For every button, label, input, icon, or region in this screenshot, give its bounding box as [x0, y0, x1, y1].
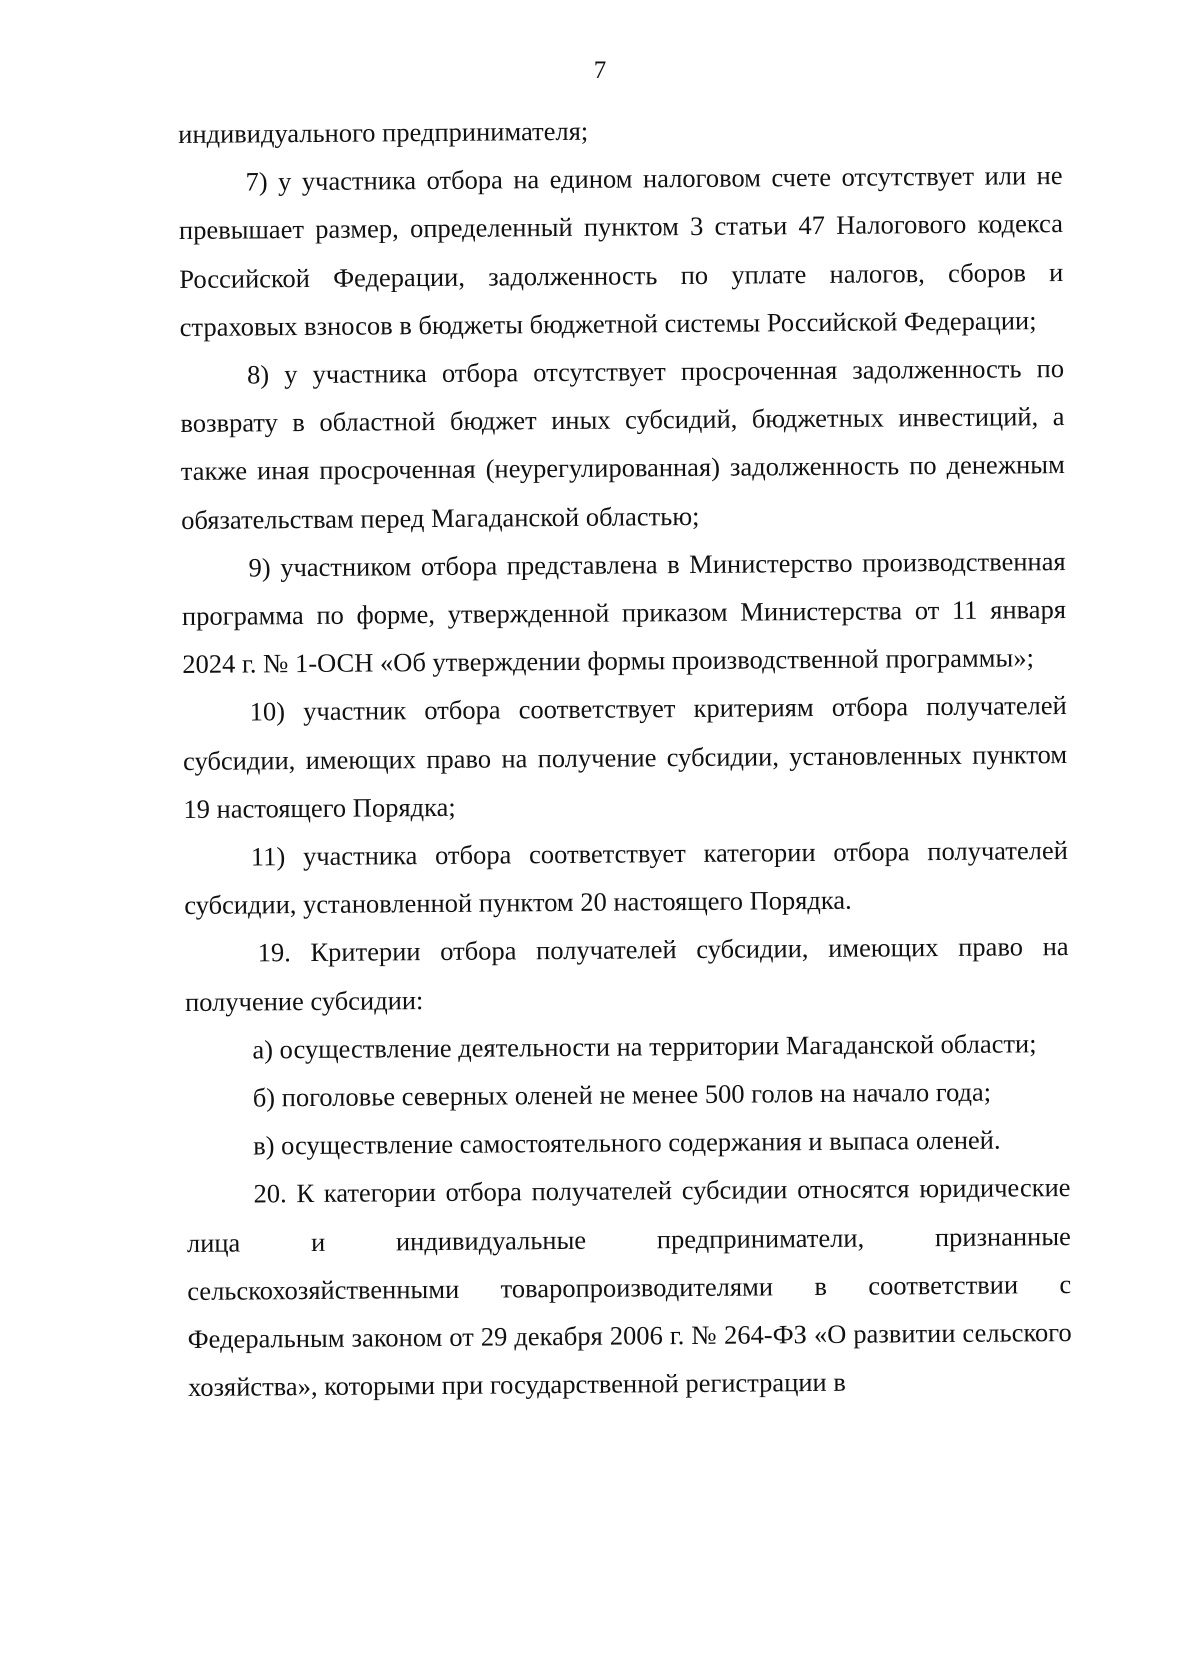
- paragraph-item-9: 9) участником отбора представлена в Министерство производственная программа по форме, утвержденной приказом Министерства от 11 января 2024 г. № 1-ОСН «Об утверждении формы производственной программы»;: [181, 545, 1067, 680]
- paragraph-criterion-v: в) осуществление самостоятельного содержания и выпаса оленей.: [253, 1124, 1001, 1161]
- paragraph-item-10: 10) участник отбора соответствует критериям отбора получателей субсидии, имеющих право на получение субсидии, установленных пунктом 19 настоящего Порядка;: [182, 690, 1068, 824]
- paragraph-section-19: 19. Критерии отбора получателей субсидии, имеющих право на получение субсидии:: [184, 931, 1069, 1017]
- paragraph-criterion-a: а) осуществление деятельности на территории Магаданской области;: [252, 1028, 1037, 1065]
- document-body: [178, 103, 1072, 1411]
- paragraph-item-11: 11) участника отбора соответствует категории отбора получателей субсидии, установленной пунктом 20 настоящего Порядка.: [184, 835, 1068, 921]
- paragraph-section-20: 20. К категории отбора получателей субсидии относятся юридические лица и индивидуальные предприниматели, признанные сельскохозяйственными товаропроизводителями в соответствии с Федеральным законом от 29 декабря 2006 г. № 264-ФЗ «О развитии сельского хозяйства», которыми при государственной регистрации в: [186, 1172, 1072, 1403]
- paragraph-item-8: 8) у участника отбора отсутствует просроченная задолженность по возврату в областной бюджет иных субсидий, бюджетных инвестиций, а также иная просроченная (неурегулированная) задолженность по денежным обязательствам перед Магаданской областью;: [180, 353, 1065, 535]
- paragraph-item-7: 7) у участника отбора на едином налоговом счете отсутствует или не превышает размер, определенный пунктом 3 статьи 47 Налогового кодекса Российской Федерации, задолженность по уплате налогов, сборов и страховых взносов в бюджеты бюджетной системы Российской Федерации;: [178, 160, 1064, 342]
- page-number: 7: [593, 57, 607, 84]
- paragraph-criterion-b: б) поголовье северных оленей не менее 500 голов на начало года;: [252, 1076, 992, 1113]
- paragraph-continuation: индивидуального предпринимателя;: [178, 115, 589, 149]
